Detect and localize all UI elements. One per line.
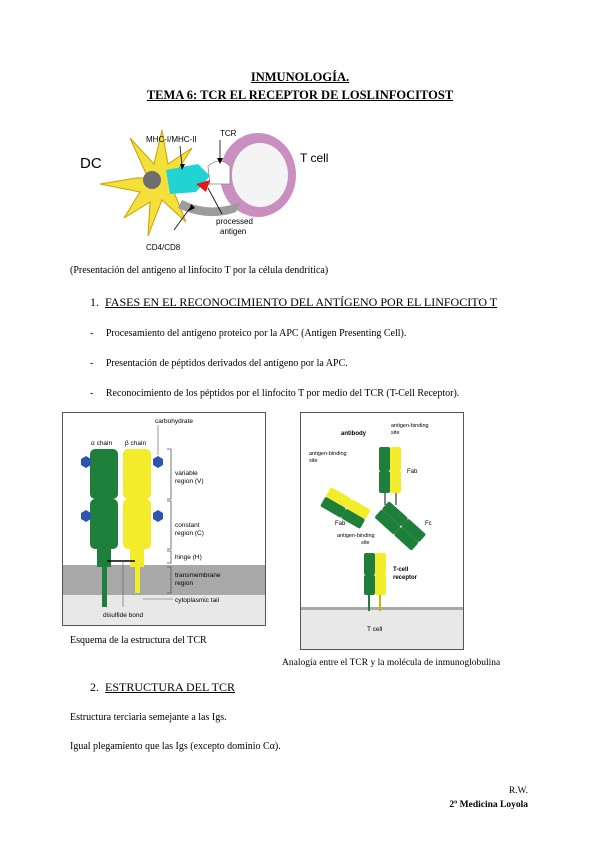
footer-initials: R.W. bbox=[508, 786, 528, 796]
beta-tm bbox=[135, 567, 140, 593]
beta-constant-domain bbox=[123, 499, 151, 549]
variable-label-1: variable bbox=[175, 470, 198, 477]
page-title: INMUNOLOGÍA. bbox=[250, 70, 350, 84]
bullet-text: Procesamiento del antígeno proteico por la APC (Antigen Presenting Cell). bbox=[105, 328, 407, 339]
variable-label-2: region (V) bbox=[175, 478, 204, 485]
tm-label-1: transmembrane bbox=[175, 572, 221, 579]
carbohydrate-label: carbohydrate bbox=[155, 418, 193, 425]
abs-left-label-2: site bbox=[309, 458, 318, 464]
list-item: - Presentación de péptidos derivados del antígeno por la APC. bbox=[90, 358, 348, 369]
figure2-caption: Esquema de la estructura del TCR bbox=[70, 635, 207, 646]
figure3-svg bbox=[301, 413, 463, 649]
page-subtitle: TEMA 6: TCR EL RECEPTOR DE LOSLINFOCITOST bbox=[146, 88, 454, 102]
cd-label: CD4/CD8 bbox=[146, 243, 181, 252]
alpha-hinge bbox=[97, 549, 111, 567]
carbohydrate-icon bbox=[153, 510, 163, 522]
processed-label-2: antigen bbox=[220, 227, 247, 236]
dc-label: DC bbox=[80, 155, 102, 172]
tcell-inner bbox=[232, 143, 288, 207]
antibody-fab-top bbox=[379, 447, 390, 471]
figure3-caption: Analogía entre el TCR y la molécula de inmunoglobulina bbox=[282, 658, 501, 668]
mhc-label: MHC-I/MHC-II bbox=[146, 135, 197, 144]
antibody-fc bbox=[374, 501, 426, 551]
footer-course: 2º Medicina Loyola bbox=[449, 800, 528, 810]
beta-chain-label: β chain bbox=[125, 440, 147, 447]
tcell-label: T cell bbox=[300, 151, 329, 165]
cytoplasm bbox=[63, 595, 265, 625]
abs-top-label-1: antigen-binding bbox=[391, 423, 429, 429]
fc-label: Fc bbox=[425, 521, 432, 527]
section2-title: ESTRUCTURA DEL TCR bbox=[105, 680, 236, 694]
tcr-molecule bbox=[208, 161, 230, 184]
carbohydrate-icon bbox=[153, 456, 163, 468]
antibody-fab-left bbox=[320, 487, 371, 529]
tcr-label: TCR bbox=[220, 129, 237, 138]
alpha-constant-domain bbox=[90, 499, 118, 549]
antibody-label: antibody bbox=[341, 431, 366, 437]
figure1-caption: (Presentación del antígeno al linfocito T por la célula dendrítica) bbox=[70, 265, 329, 276]
hinge-label: hinge (H) bbox=[175, 554, 202, 561]
carbohydrate-icon bbox=[81, 456, 91, 468]
abs-left-label-1: antigen-binding bbox=[309, 451, 347, 457]
section2-line1: Estructura terciaria semejante a las Igs. bbox=[70, 712, 227, 723]
section1-heading bbox=[90, 295, 497, 310]
tcr-label-1: T-cell bbox=[393, 567, 409, 573]
section2-number: 2. bbox=[90, 680, 99, 694]
bullet-text: Presentación de péptidos derivados del antígeno por la APC. bbox=[105, 358, 348, 369]
constant-label-1: constant bbox=[175, 522, 200, 529]
alpha-variable-domain bbox=[90, 449, 118, 499]
figure-tcr-antibody-analogy bbox=[300, 412, 464, 650]
tcr-beta bbox=[375, 553, 386, 575]
dc-nucleus bbox=[143, 171, 161, 189]
alpha-chain-label: α chain bbox=[91, 440, 113, 447]
abs-top-label-2: site bbox=[391, 430, 400, 436]
beta-hinge bbox=[130, 549, 144, 567]
figure2-svg bbox=[63, 413, 265, 625]
section1-title: FASES EN EL RECONOCIMIENTO DEL ANTÍGENO POR EL LINFOCITO T bbox=[105, 295, 498, 309]
tm-label-2: region bbox=[175, 580, 194, 587]
tcell-label: T cell bbox=[367, 626, 383, 633]
processed-label-1: processed bbox=[216, 217, 253, 226]
cytoplasmic-label: cytoplasmic tail bbox=[175, 597, 220, 604]
figure1-svg bbox=[70, 118, 330, 258]
abs-tcr-label-2: site bbox=[361, 540, 370, 546]
abs-tcr-label-1: antigen-binding bbox=[337, 533, 375, 539]
alpha-tm bbox=[102, 567, 107, 607]
section2-heading bbox=[90, 680, 235, 695]
figure-tcr-structure bbox=[62, 412, 266, 626]
bullet-text: Reconocimiento de los péptidos por el linfocito T por medio del TCR (T-Cell Receptor). bbox=[105, 388, 460, 399]
disulfide-label: disulfide bond bbox=[103, 612, 144, 619]
carbohydrate-icon bbox=[81, 510, 91, 522]
figure-antigen-presentation bbox=[70, 118, 330, 258]
list-item: - Reconocimiento de los péptidos por el linfocito T por medio del TCR (T-Cell Receptor). bbox=[90, 388, 460, 399]
tcr-alpha bbox=[364, 553, 375, 575]
list-item: - Procesamiento del antígeno proteico por la APC (Antigen Presenting Cell). bbox=[90, 328, 407, 339]
fab-top-label: Fab bbox=[407, 469, 418, 475]
fab-left-label: Fab bbox=[335, 521, 346, 527]
beta-variable-domain bbox=[123, 449, 151, 499]
membrane bbox=[63, 565, 265, 595]
section1-number: 1. bbox=[90, 295, 99, 309]
section2-line2: Igual plegamiento que las Igs (excepto dominio Cα). bbox=[70, 741, 281, 752]
constant-label-2: region (C) bbox=[175, 530, 204, 537]
tcr-label-2: receptor bbox=[393, 575, 418, 581]
